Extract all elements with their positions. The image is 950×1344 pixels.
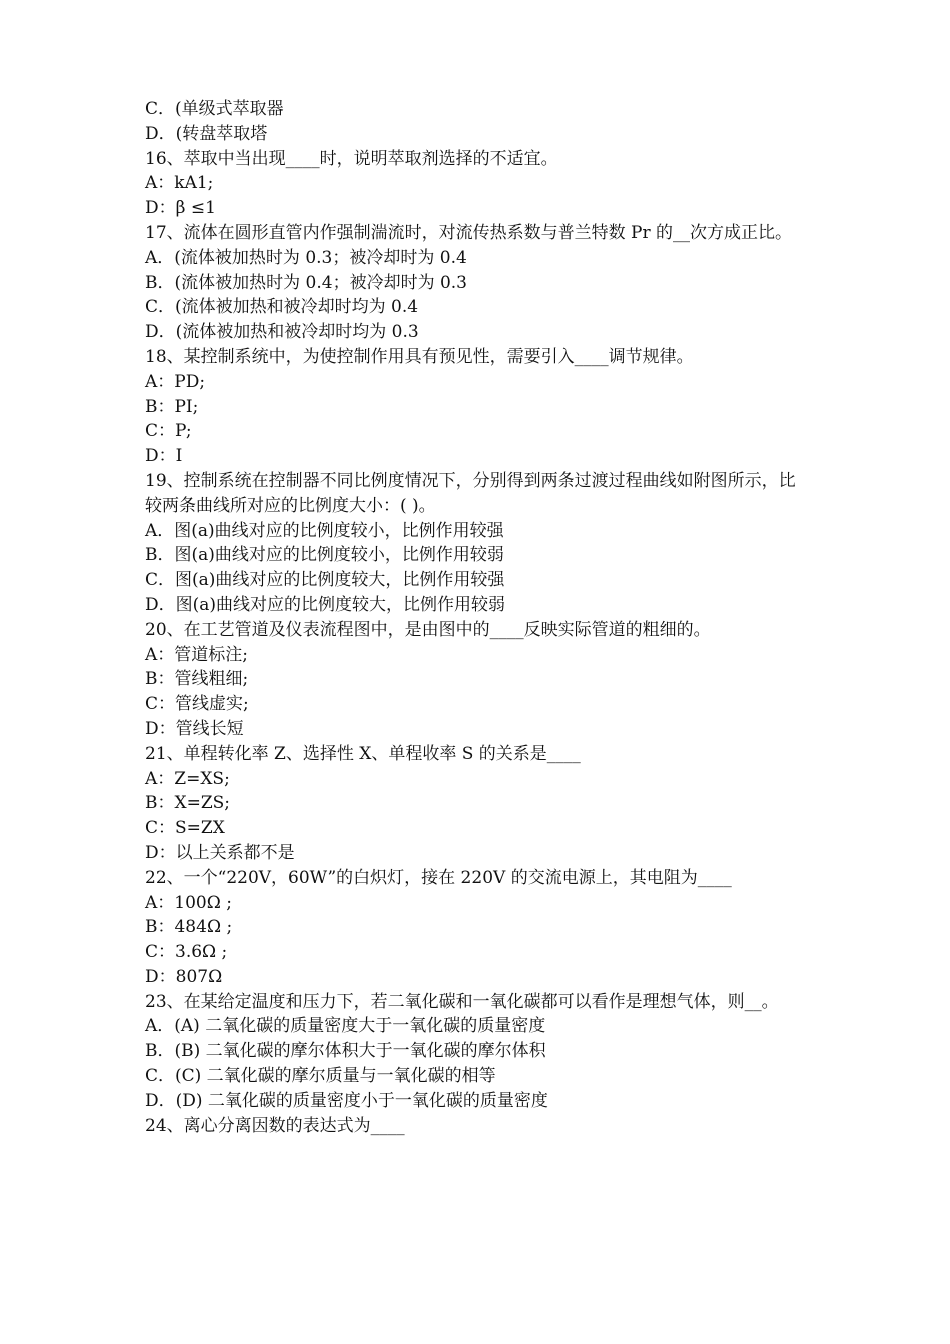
option-line: B：484Ω ; <box>145 917 233 938</box>
option-line: D．(D) 二氧化碳的质量密度小于一氧化碳的质量密度 <box>145 1090 548 1111</box>
option-line: C：P; <box>145 421 192 442</box>
question-text-block <box>145 97 810 1138</box>
option-line: B：PI; <box>145 396 199 417</box>
question-18: 18、某控制系统中，为使控制作用具有预见性，需要引入____调节规律。 <box>145 346 694 367</box>
option-line: A：PD; <box>145 371 206 392</box>
option-line: D．图(a)曲线对应的比例度较大，比例作用较弱 <box>145 594 506 615</box>
option-line: B：X=ZS; <box>145 793 231 814</box>
question-24: 24、离心分离因数的表达式为____ <box>145 1115 405 1136</box>
option-line: A：kA1; <box>145 173 214 194</box>
option-line: B．(B) 二氧化碳的摩尔体积大于一氧化碳的摩尔体积 <box>145 1041 546 1062</box>
question-16: 16、萃取中当出现____时，说明萃取剂选择的不适宜。 <box>145 148 558 169</box>
option-line: B．图(a)曲线对应的比例度较小，比例作用较弱 <box>145 545 504 566</box>
question-20: 20、在工艺管道及仪表流程图中，是由图中的____反映实际管道的粗细的。 <box>145 619 711 640</box>
option-line: A．图(a)曲线对应的比例度较小，比例作用较强 <box>145 520 504 541</box>
question-19: 19、控制系统在控制器不同比例度情况下，分别得到两条过渡过程曲线如附图所示，比较两条曲线所对应的比例度大小：( )。 <box>145 470 796 516</box>
option-line: D：以上关系都不是 <box>145 842 295 863</box>
option-line: C：S=ZX <box>145 818 225 839</box>
option-line: C．图(a)曲线对应的比例度较大，比例作用较强 <box>145 570 505 591</box>
question-17: 17、流体在圆形直管内作强制湍流时，对流传热系数与普兰特数 Pr 的__次方成正比。 <box>145 222 793 243</box>
option-line: C：管线虚实; <box>145 694 249 715</box>
question-21: 21、单程转化率 Z、选择性 X、单程收率 S 的关系是____ <box>145 743 581 764</box>
question-23: 23、在某给定温度和压力下，若二氧化碳和一氧化碳都可以看作是理想气体，则__。 <box>145 991 779 1012</box>
option-line: A：管道标注; <box>145 644 249 665</box>
option-line: A：100Ω ; <box>145 892 232 913</box>
option-line: A．(流体被加热时为 0.3；被冷却时为 0.4 <box>145 247 467 268</box>
option-line: C．(C) 二氧化碳的摩尔质量与一氧化碳的相等 <box>145 1066 496 1087</box>
option-line: D．(流体被加热和被冷却时均为 0.3 <box>145 322 419 343</box>
option-line: A：Z=XS; <box>145 768 230 789</box>
option-line: D：807Ω <box>145 966 223 987</box>
option-line: D：管线长短 <box>145 718 244 739</box>
option-line: C：3.6Ω ; <box>145 942 228 963</box>
option-line: D．(转盘萃取塔 <box>145 123 268 144</box>
option-line: D：I <box>145 446 183 467</box>
option-line: C．(流体被加热和被冷却时均为 0.4 <box>145 297 419 318</box>
question-22: 22、一个“220V，60W”的白炽灯，接在 220V 的交流电源上，其电阻为____ <box>145 867 732 888</box>
option-line: A．(A) 二氧化碳的质量密度大于一氧化碳的质量密度 <box>145 1016 546 1037</box>
option-line: B．(流体被加热时为 0.4；被冷却时为 0.3 <box>145 272 468 293</box>
option-line: D：β ≤1 <box>145 198 216 219</box>
option-line: C．(单级式萃取器 <box>145 99 284 119</box>
option-line: B：管线粗细; <box>145 669 249 690</box>
